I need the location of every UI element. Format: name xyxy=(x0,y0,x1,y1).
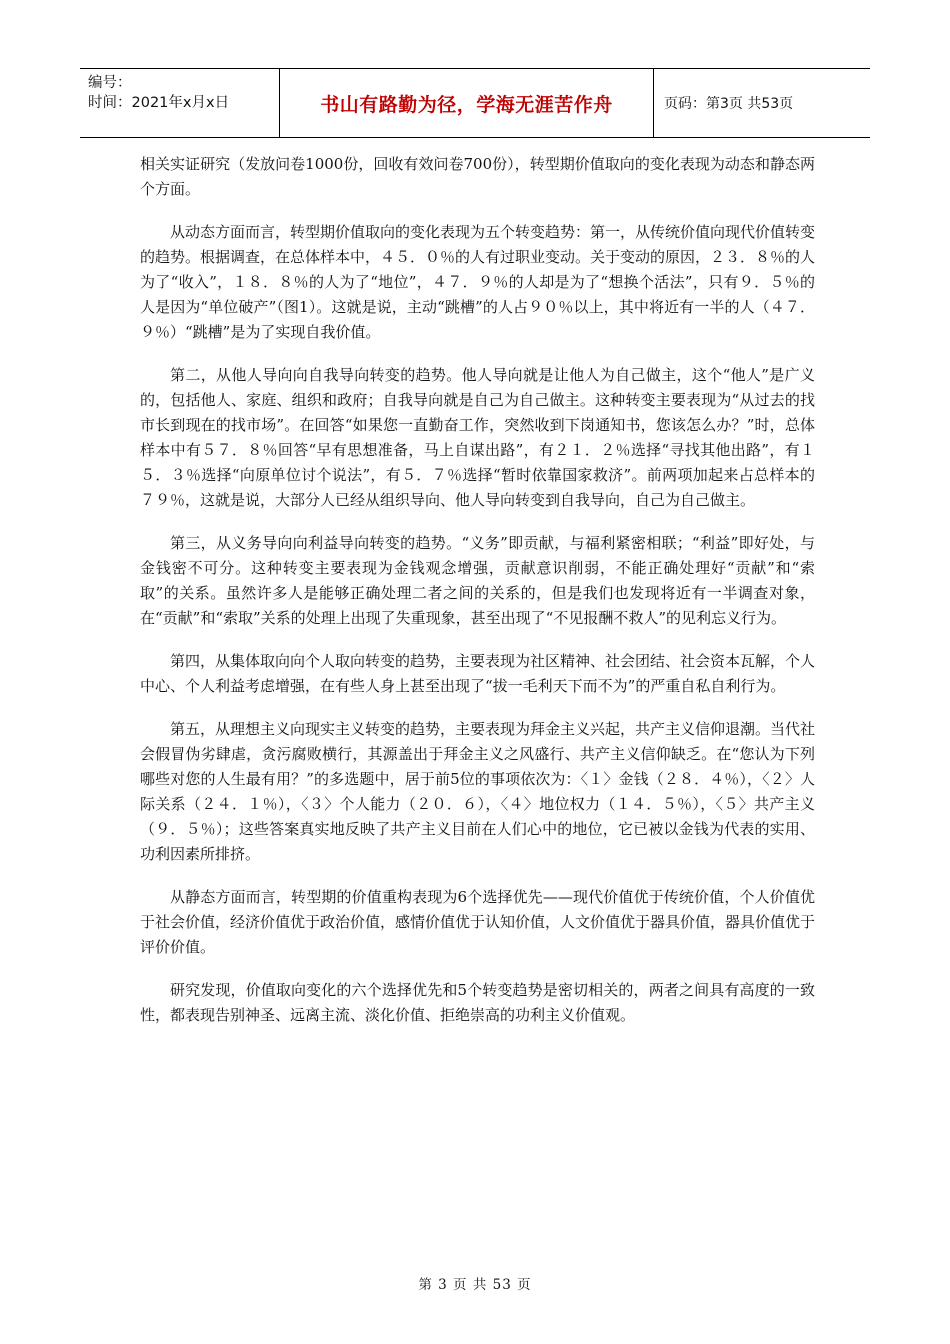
document-body xyxy=(140,152,815,1046)
document-number-label: 编号： xyxy=(88,75,132,91)
paragraph: 第三，从义务导向向利益导向转变的趋势。“义务”即贡献，与福利紧密相联；“利益”即好处，与金钱密不可分。这种转变主要表现为金钱观念增强，贡献意识削弱，不能正确处理好“贡献”和“索取”的关系。虽然许多人是能够正确处理二者之间的关系的，但是我们也发现将近有一半调查对象，在“贡献”和“索取”关系的处理上出现了失重现象，甚至出现了“不见报酬不救人”的见利忘义行为。 xyxy=(140,534,815,627)
document-date: 时间：2021年x月x日 xyxy=(88,95,230,111)
page-footer: 第 3 页 共 53 页 xyxy=(418,1277,532,1293)
paragraph: 第二，从他人导向向自我导向转变的趋势。他人导向就是让他人为自己做主，这个“他人”是广义的，包括他人、家庭、组织和政府；自我导向就是自己为自己做主。这种转变主要表现为“从过去的找市长到现在的找市场”。在回答“如果您一直勤奋工作，突然收到下岗通知书，您该怎么办？”时，总体样本中有５７．８％回答“早有思想准备，马上自谋出路”，有２１．２％选择“寻找其他出路”，有１５．３％选择“向原单位讨个说法”，有５．７％选择“暂时依靠国家救济”。前两项加起来占总样本的７９％，这就是说，大部分人已经从组织导向、他人导向转变到自我导向，自己为自己做主。 xyxy=(140,366,815,509)
header-meta xyxy=(80,69,280,137)
page-header xyxy=(80,68,870,138)
header-motto: 书山有路勤为径，学海无涯苦作舟 xyxy=(280,69,654,137)
header-page-info: 页码：第3页 共53页 xyxy=(664,96,794,112)
paragraph: 第五，从理想主义向现实主义转变的趋势，主要表现为拜金主义兴起，共产主义信仰退潮。当代社会假冒伪劣肆虐，贪污腐败横行，其源盖出于拜金主义之风盛行、共产主义信仰缺乏。在“您认为下列哪些对您的人生最有用？”的多选题中，居于前5位的事项依次为：〈１〉金钱（２８．４％），〈２〉人际关系（２４．１％），〈３〉个人能力（２０．６），〈４〉地位权力（１４．５％），〈５〉共产主义（９．５％）；这些答案真实地反映了共产主义目前在人们心中的地位，它已被以金钱为代表的实用、功利因素所排挤。 xyxy=(140,720,816,863)
paragraph: 相关实证研究（发放问卷1000份，回收有效问卷700份），转型期价值取向的变化表现为动态和静态两个方面。 xyxy=(140,155,815,198)
paragraph: 第四，从集体取向向个人取向转变的趋势，主要表现为社区精神、社会团结、社会资本瓦解，个人中心、个人利益考虑增强，在有些人身上甚至出现了“拔一毛利天下而不为”的严重自私自利行为。 xyxy=(140,652,816,695)
paragraph: 研究发现，价值取向变化的六个选择优先和5个转变趋势是密切相关的，两者之间具有高度的一致性，都表现告别神圣、远离主流、淡化价值、拒绝崇高的功利主义价值观。 xyxy=(140,981,815,1024)
paragraph: 从静态方面而言，转型期的价值重构表现为6个选择优先——现代价值优于传统价值，个人价值优于社会价值，经济价值优于政治价值，感情价值优于认知价值，人文价值优于器具价值，器具价值优于评价价值。 xyxy=(140,888,816,956)
paragraph: 从动态方面而言，转型期价值取向的变化表现为五个转变趋势：第一，从传统价值向现代价值转变的趋势。根据调查，在总体样本中，４５．０％的人有过职业变动。关于变动的原因，２３．８％的人为了“收入”，１８．８％的人为了“地位”，４７．９％的人却是为了“想换个活法”，只有９．５％的人是因为“单位破产”（图1）。这就是说，主动“跳槽”的人占９０％以上，其中将近有一半的人（４７．９％）“跳槽”是为了实现自我价值。 xyxy=(140,223,816,341)
